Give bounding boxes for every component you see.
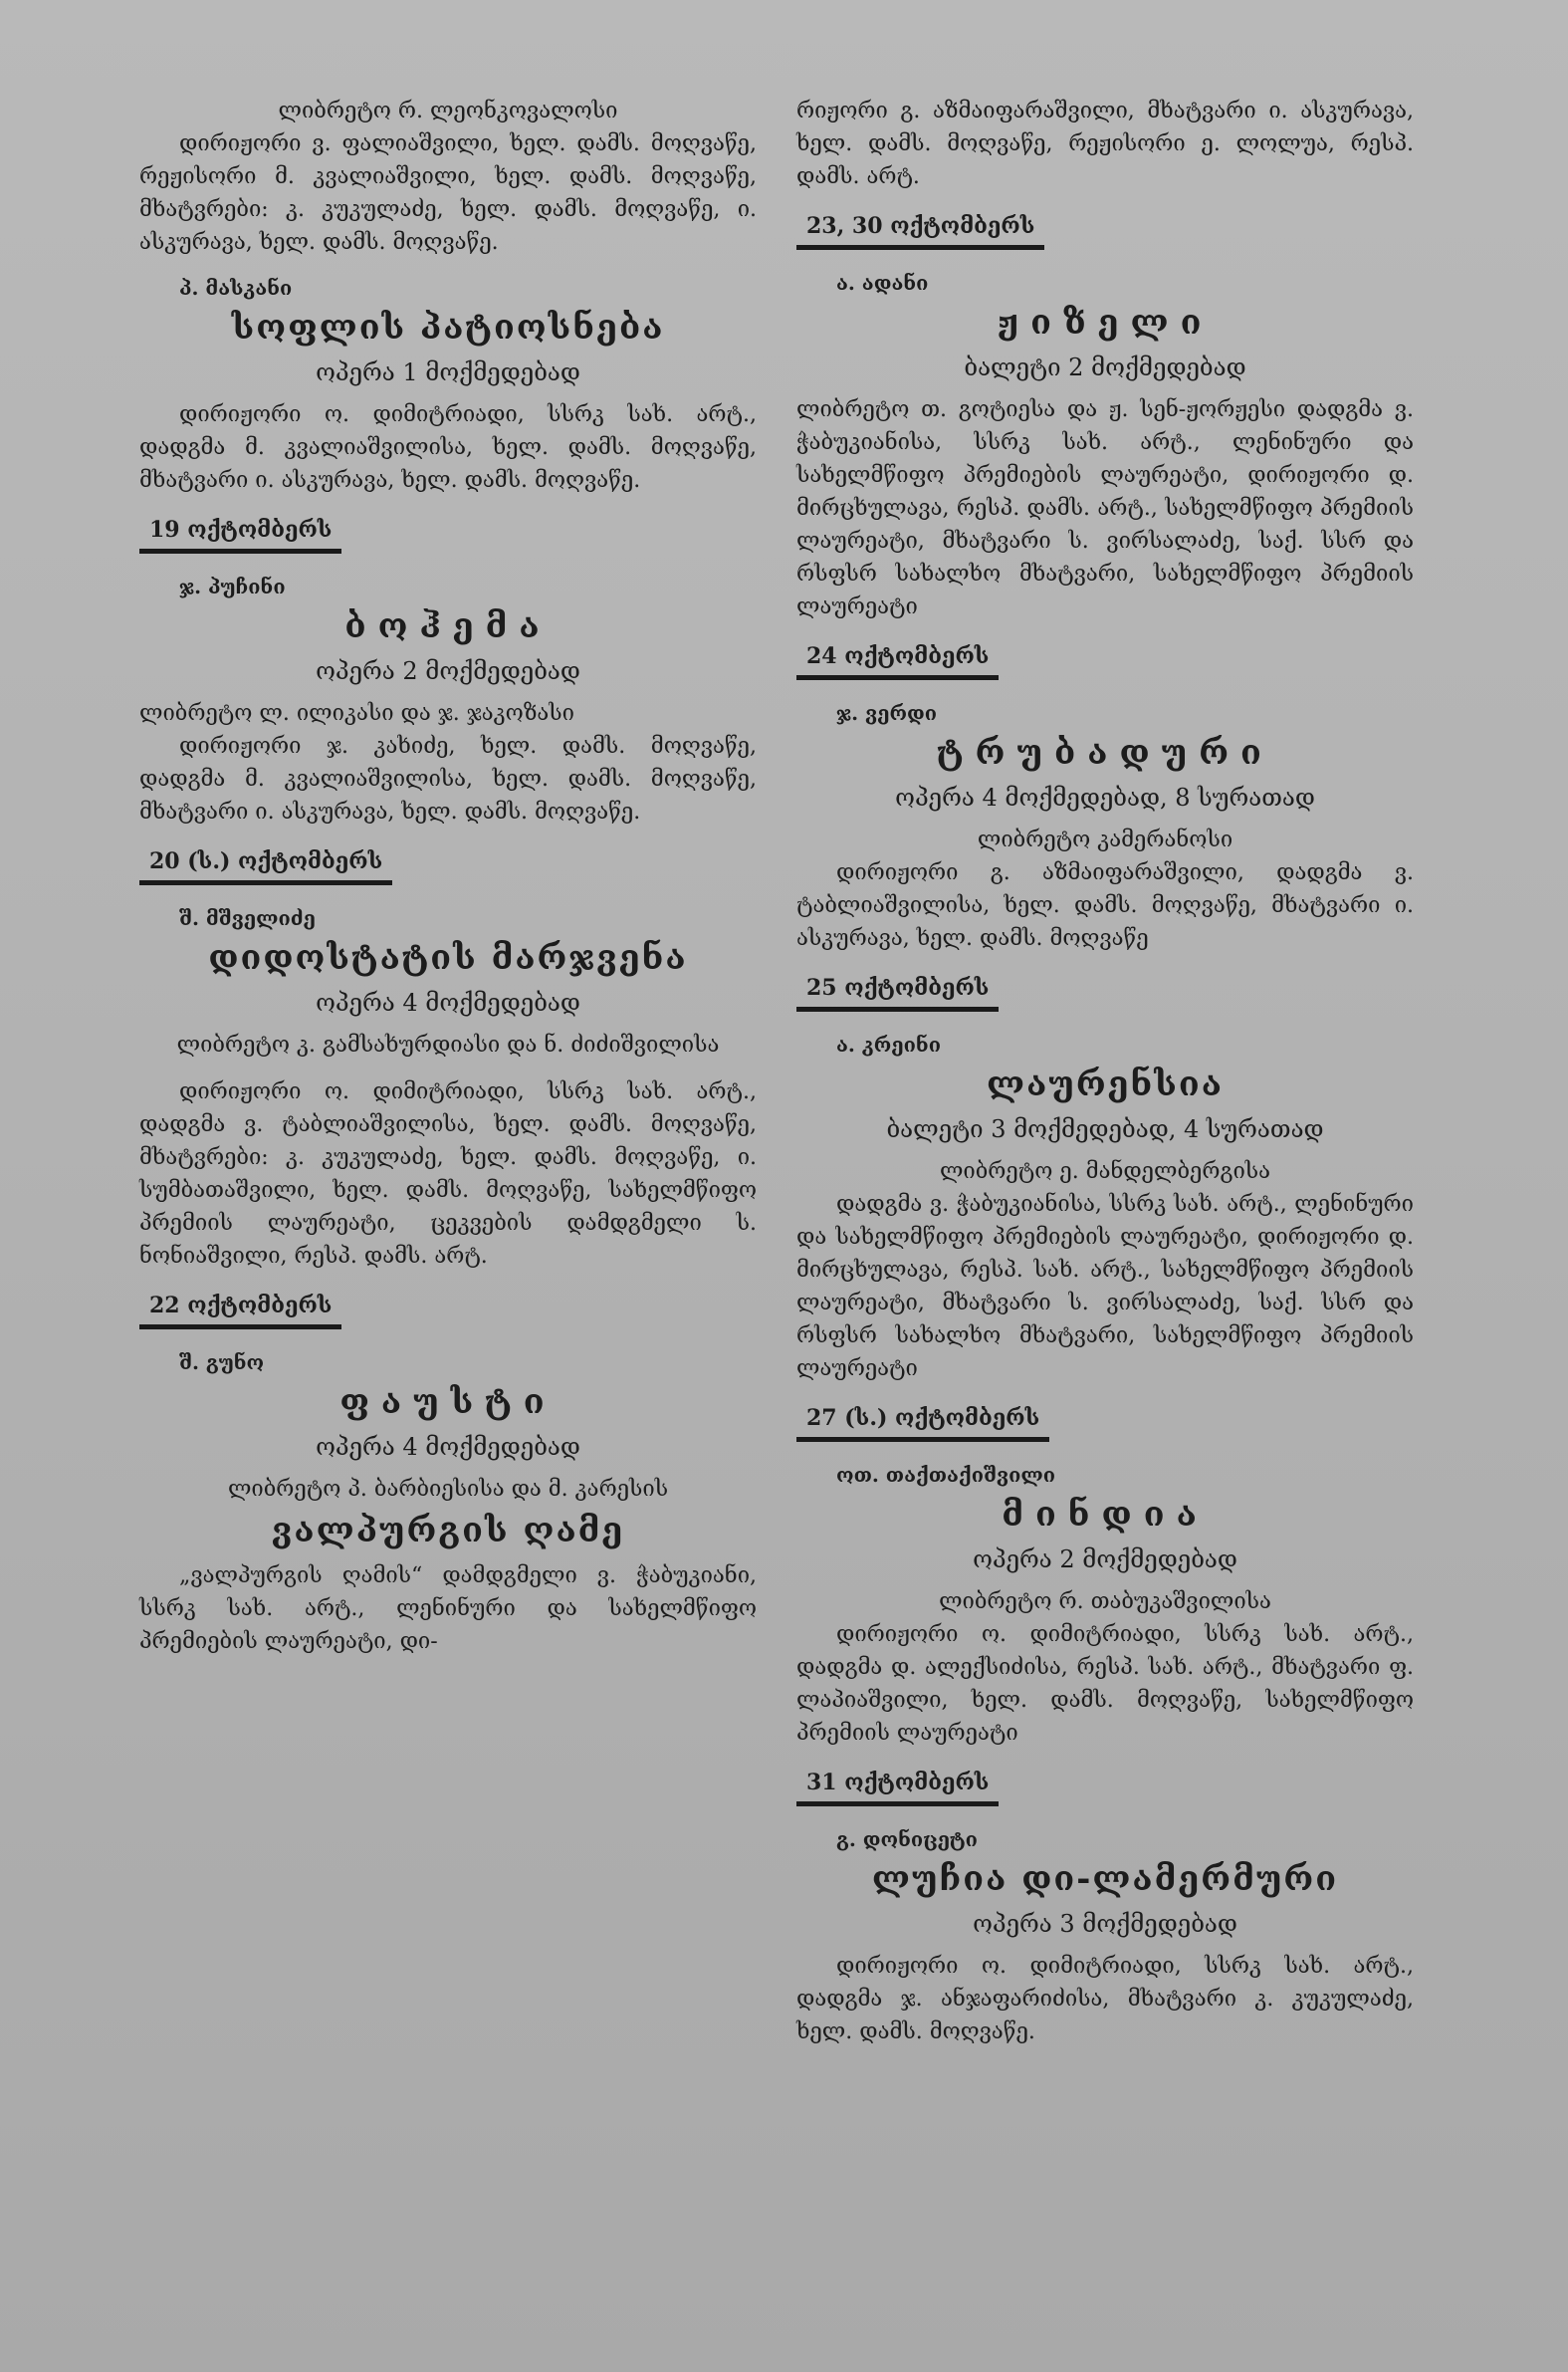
date-heading: 22 ოქტომბერს	[139, 1291, 341, 1329]
libretto-line: ლიბრეტო კ. გამსახურდიასი და ნ. ძიძიშვილისა	[176, 1033, 720, 1058]
credits-paragraph: „ვალპურგის ღამის“ დამდგმელი ვ. ჭაბუკიანი, სსრკ სახ. არტ., ლენინური და სახელმწიფო პრემიების ლაურეატი, დი-	[139, 1563, 757, 1654]
composer: შ. მშველიძე	[179, 906, 316, 930]
composer: ოთ. თაქთაქიშვილი	[836, 1463, 1056, 1487]
work-genre: ოპერა 4 მოქმედებად, 8 სურათად	[895, 784, 1315, 812]
credits-paragraph: დირიჟორი ო. დიმიტრიადი, სსრკ სახ. არტ., დადგმა ჯ. ანჯაფარიძისა, მხატვარი კ. კუკულაძე, ხელ. დამს. მოღვაწე.	[796, 1954, 1414, 2044]
work-title: მინდია	[1002, 1495, 1209, 1535]
libretto-line: ლიბრეტო ე. მანდელბერგისა	[939, 1159, 1271, 1184]
date-heading: 24 ოქტომბერს	[796, 641, 999, 680]
libretto-line: ლიბრეტო პ. ბარბიესისა და მ. კარესის	[227, 1477, 669, 1502]
date-heading: 31 ოქტომბერს	[796, 1768, 999, 1806]
composer: გ. დონიცეტი	[836, 1827, 978, 1851]
work-title: ლაურენსია	[986, 1065, 1224, 1104]
work-genre: ოპერა 4 მოქმედებად	[316, 1433, 580, 1461]
libretto-line: ლიბრეტო რ. ლეონკოვალოსი	[278, 99, 618, 123]
credits-paragraph: დირიჟორი ვ. ფალიაშვილი, ხელ. დამს. მოღვაწე, რეჟისორი მ. კვალიაშვილი, ხელ. დამს. მოღვაწე, მხატვრები: კ. კუკულაძე, ხელ. დამს. მოღვაწე, ი. ასკურავა, ხელ. დამს. მოღვაწე.	[139, 131, 757, 255]
work-title: ფაუსტი	[339, 1382, 557, 1422]
work-genre: ოპერა 2 მოქმედებად	[973, 1545, 1237, 1573]
right-column	[796, 95, 1414, 2048]
credits-paragraph: დირიჟორი ო. დიმიტრიადი, სსრკ სახ. არტ., დადგმა დ. ალექსიძისა, რესპ. სახ. არტ., მხატვარი ფ. ლაპიაშვილი, ხელ. დამს. მოღვაწე, სახელმწიფო პრემიის ლაურეატი	[796, 1622, 1414, 1746]
composer: შ. გუნო	[179, 1350, 265, 1374]
work-genre: ოპერა 1 მოქმედებად	[316, 358, 580, 386]
composer: ჯ. პუჩინი	[179, 575, 286, 598]
libretto-line: ლიბრეტო კამერანოსი	[977, 828, 1233, 852]
credits-paragraph: დირიჟორი ო. დიმიტრიადი, სსრკ სახ. არტ., დადგმა ვ. ტაბლიაშვილისა, ხელ. დამს. მოღვაწე, მხატვრები: კ. კუკულაძე, ხელ. დამს. მოღვაწე, ი. სუმბათაშვილი, ხელ. დამს. მოღვაწე, სახელმწიფო პრემიის ლაურეატი, ცეკვების დამდგმელი ს. ნონიაშვილი, რესპ. დამს. არტ.	[139, 1079, 757, 1269]
credits-paragraph: დირიჟორი გ. აზმაიფარაშვილი, დადგმა ვ. ტაბლიაშვილისა, ხელ. დამს. მოღვაწე, მხატვარი ი. ასკურავა, ხელ. დამს. მოღვაწე	[796, 860, 1414, 951]
credits-paragraph: დირიჟორი ჯ. კახიძე, ხელ. დამს. მოღვაწე, დადგმა მ. კვალიაშვილისა, ხელ. დამს. მოღვაწე, მხატვარი ი. ასკურავა, ხელ. დამს. მოღვაწე.	[139, 734, 757, 825]
work-genre: ოპერა 3 მოქმედებად	[973, 1910, 1237, 1938]
libretto-line: ლიბრეტო რ. თაბუკაშვილისა	[939, 1589, 1271, 1614]
credits-paragraph: დირიჟორი ო. დიმიტრიადი, სსრკ სახ. არტ., დადგმა მ. კვალიაშვილისა, ხელ. დამს. მოღვაწე, მხატვარი ი. ასკურავა, ხელ. დამს. მოღვაწე.	[139, 402, 757, 493]
left-column	[139, 95, 757, 1658]
work-title: ლუჩია დი-ლამერმური	[871, 1859, 1339, 1899]
work-genre: ბალეტი 2 მოქმედებად	[964, 354, 1246, 381]
composer: ა. კრეინი	[836, 1033, 941, 1057]
work-title: ტრუბადური	[937, 733, 1273, 773]
date-heading: 20 (ს.) ოქტომბერს	[139, 846, 392, 885]
credits-paragraph: ლიბრეტო თ. გოტიესა და ჟ. სენ-ჟორჟესი დადგმა ვ. ჭაბუკიანისა, სსრკ სახ. არტ., ლენინური და სახელმწიფო პრემიების ლაურეატი, დირიჟორი დ. მირცხულავა, რესპ. დამს. არტ., სახელმწიფო პრემიის ლაურეატი, მხატვარი ს. ვირსალაძე, საქ. სსრ და რსფსრ სახალხო მხატვარი, სახელმწიფო პრემიის ლაურეატი	[796, 397, 1414, 619]
composer: ჯ. ვერდი	[836, 701, 938, 725]
work-title: ჟიზელი	[997, 303, 1214, 343]
credits-paragraph: დადგმა ვ. ჭაბუკიანისა, სსრკ სახ. არტ., ლენინური და სახელმწიფო პრემიების ლაურეატი, დირიჟორი დ. მირცხულავა, რესპ. სახ. არტ., სახელმწიფო პრემიის ლაურეატი, მხატვარი ს. ვირსალაძე, საქ. სსრ და რსფსრ სახალხო მხატვარი, სახელმწიფო პრემიის ლაურეატი	[796, 1192, 1414, 1381]
work-title: დიდოსტატის მარჯვენა	[208, 938, 688, 978]
work-title: ბოჰემა	[344, 606, 552, 646]
composer: ა. ადანი	[836, 271, 929, 295]
date-heading: 19 ოქტომბერს	[139, 515, 341, 554]
libretto-line: ლიბრეტო ლ. ილიკასი და ჯ. ჯაკოზასი	[139, 701, 574, 726]
date-heading: 27 (ს.) ოქტომბერს	[796, 1403, 1049, 1442]
work-title: სოფლის პატიოსნება	[231, 308, 665, 348]
composer: პ. მასკანი	[179, 276, 293, 300]
credits-paragraph: რიჟორი გ. აზმაიფარაშვილი, მხატვარი ი. ასკურავა, ხელ. დამს. მოღვაწე, რეჟისორი ე. ლოლუა, რესპ. დამს. არტ.	[796, 99, 1414, 189]
date-heading: 23, 30 ოქტომბერს	[796, 211, 1044, 250]
work-subtitle: ვალპურგის ღამე	[271, 1511, 625, 1550]
work-genre: ბალეტი 3 მოქმედებად, 4 სურათად	[886, 1115, 1324, 1143]
work-genre: ოპერა 4 მოქმედებად	[316, 989, 580, 1017]
work-genre: ოპერა 2 მოქმედებად	[316, 657, 580, 685]
date-heading: 25 ოქტომბერს	[796, 973, 999, 1012]
